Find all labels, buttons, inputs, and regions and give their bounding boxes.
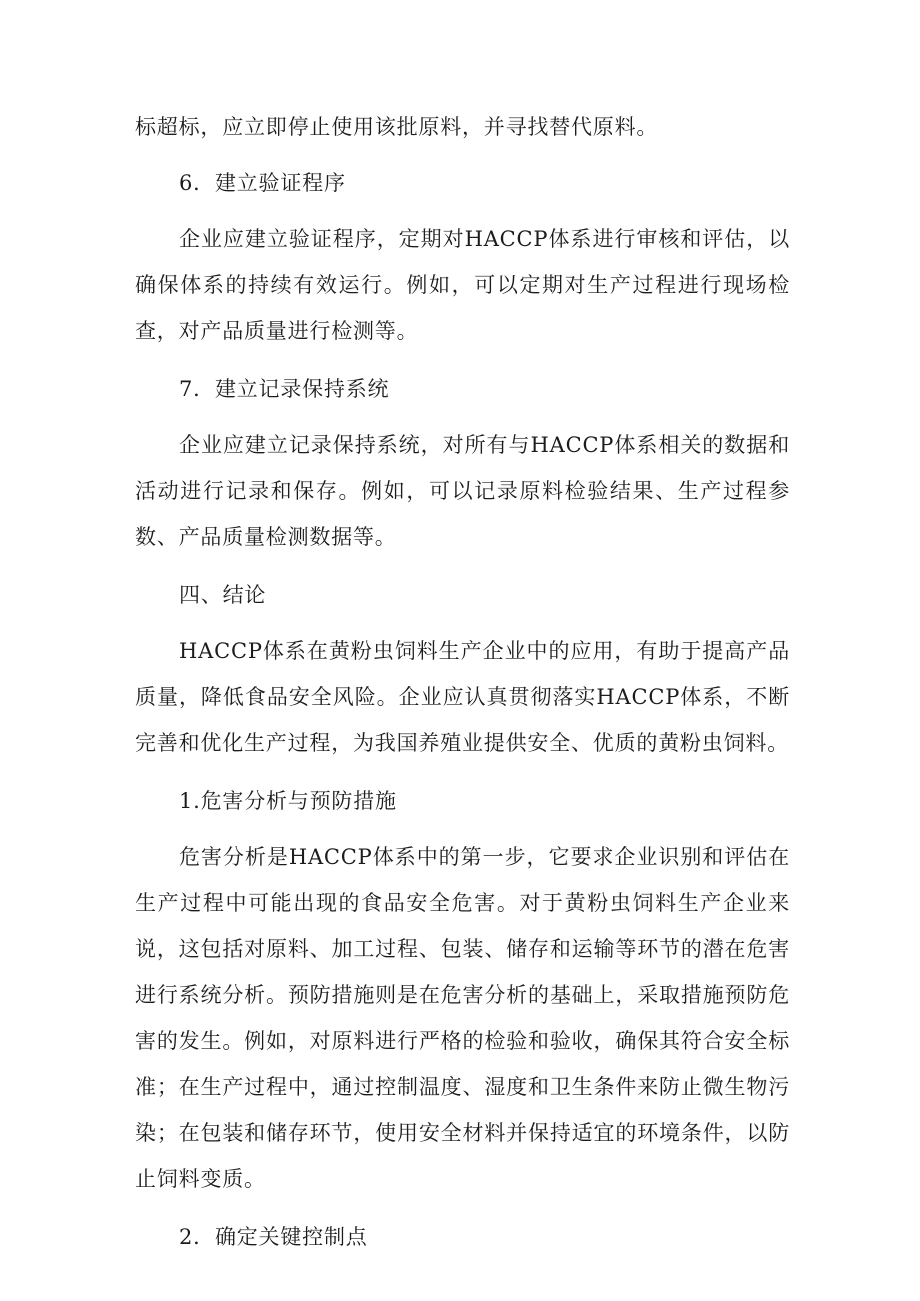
paragraph-continuation: 标超标，应立即停止使用该批原料，并寻找替代原料。 [135, 115, 659, 139]
paragraph-hazard-analysis: 危害分析是HACCP体系中的第一步，它要求企业识别和评估在生产过程中可能出现的食品安全危害。对于黄粉虫饲料生产企业来说，这包括对原料、加工过程、包装、储存和运输等环节的潜在危害进行系统分析。预防措施则是在危害分析的基础上，采取措施预防危害的发生。例如，对原料进行严格的检验和验收，确保其符合安全标准；在生产过程中，通过控制温度、湿度和卫生条件来防止微生物污染；在包装和储存环节，使用安全材料并保持适宜的环境条件，以防止饲料变质。 [135, 845, 790, 1191]
section-heading-records: 7．建立记录保持系统 [179, 377, 390, 401]
section-heading-hazard-analysis: 1.危害分析与预防措施 [179, 789, 397, 813]
paragraph-verification: 企业应建立验证程序，定期对HACCP体系进行审核和评估，以确保体系的持续有效运行。例如，可以定期对生产过程进行现场检查，对产品质量进行检测等。 [135, 227, 790, 343]
section-heading-conclusion: 四、结论 [179, 583, 267, 607]
paragraph-records: 企业应建立记录保持系统，对所有与HACCP体系相关的数据和活动进行记录和保存。例如，可以记录原料检验结果、生产过程参数、产品质量检测数据等。 [135, 433, 790, 549]
section-heading-verification: 6．建立验证程序 [179, 171, 346, 195]
section-heading-critical-control-points: 2．确定关键控制点 [179, 1225, 368, 1249]
paragraph-conclusion: HACCP体系在黄粉虫饲料生产企业中的应用，有助于提高产品质量，降低食品安全风险。企业应认真贯彻落实HACCP体系，不断完善和优化生产过程，为我国养殖业提供安全、优质的黄粉虫饲料。 [135, 639, 790, 755]
